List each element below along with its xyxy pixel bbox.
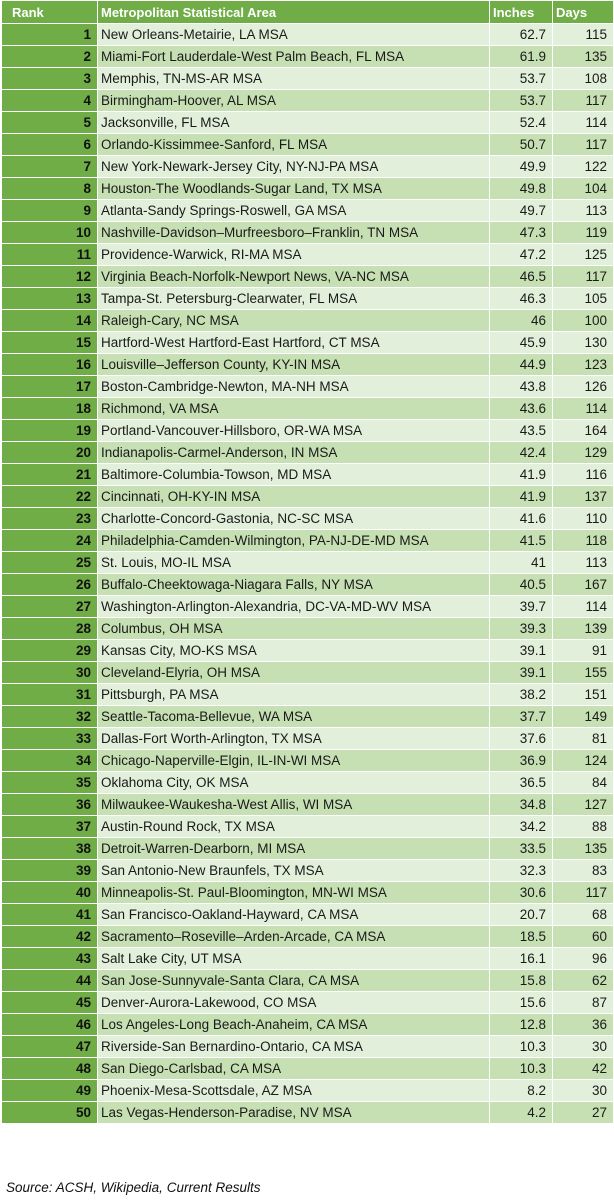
msa-cell: New York-Newark-Jersey City, NY-NJ-PA MSA (98, 156, 490, 178)
table-row (2, 882, 614, 904)
inches-cell: 36.9 (490, 750, 553, 772)
table-row (2, 816, 614, 838)
rank-cell: 16 (2, 354, 98, 376)
msa-cell: Richmond, VA MSA (98, 398, 490, 420)
table-row (2, 200, 614, 222)
inches-cell: 15.6 (490, 992, 553, 1014)
msa-cell: Denver-Aurora-Lakewood, CO MSA (98, 992, 490, 1014)
rank-cell: 22 (2, 486, 98, 508)
rank-cell: 8 (2, 178, 98, 200)
rank-cell: 40 (2, 882, 98, 904)
msa-cell: San Jose-Sunnyvale-Santa Clara, CA MSA (98, 970, 490, 992)
rank-cell: 15 (2, 332, 98, 354)
days-cell: 104 (553, 178, 614, 200)
inches-cell: 43.6 (490, 398, 553, 420)
rank-cell: 9 (2, 200, 98, 222)
days-cell: 126 (553, 376, 614, 398)
rank-cell: 1 (2, 24, 98, 46)
rank-cell: 27 (2, 596, 98, 618)
days-cell: 108 (553, 68, 614, 90)
table-row (2, 728, 614, 750)
inches-cell: 36.5 (490, 772, 553, 794)
days-cell: 113 (553, 200, 614, 222)
msa-cell: Pittsburgh, PA MSA (98, 684, 490, 706)
msa-cell: Portland-Vancouver-Hillsboro, OR-WA MSA (98, 420, 490, 442)
msa-cell: Kansas City, MO-KS MSA (98, 640, 490, 662)
msa-cell: Milwaukee-Waukesha-West Allis, WI MSA (98, 794, 490, 816)
inches-cell: 4.2 (490, 1102, 553, 1124)
msa-cell: Nashville-Davidson–Murfreesboro–Franklin, TN MSA (98, 222, 490, 244)
msa-cell: Jacksonville, FL MSA (98, 112, 490, 134)
days-cell: 139 (553, 618, 614, 640)
msa-cell: Houston-The Woodlands-Sugar Land, TX MSA (98, 178, 490, 200)
inches-cell: 43.8 (490, 376, 553, 398)
days-cell: 167 (553, 574, 614, 596)
source-note: Source: ACSH, Wikipedia, Current Results (6, 1180, 261, 1195)
rank-cell: 35 (2, 772, 98, 794)
rank-cell: 50 (2, 1102, 98, 1124)
rank-cell: 28 (2, 618, 98, 640)
table-row (2, 530, 614, 552)
table-row (2, 992, 614, 1014)
days-header: Days (553, 1, 614, 24)
rank-cell: 33 (2, 728, 98, 750)
rank-cell: 37 (2, 816, 98, 838)
inches-cell: 39.7 (490, 596, 553, 618)
rank-cell: 48 (2, 1058, 98, 1080)
inches-cell: 53.7 (490, 68, 553, 90)
inches-cell: 46.3 (490, 288, 553, 310)
inches-cell: 34.8 (490, 794, 553, 816)
msa-cell: St. Louis, MO-IL MSA (98, 552, 490, 574)
table-row (2, 376, 614, 398)
inches-cell: 37.7 (490, 706, 553, 728)
table-row (2, 420, 614, 442)
inches-cell: 37.6 (490, 728, 553, 750)
days-cell: 137 (553, 486, 614, 508)
days-cell: 60 (553, 926, 614, 948)
table-row (2, 90, 614, 112)
msa-cell: San Antonio-New Braunfels, TX MSA (98, 860, 490, 882)
msa-cell: Memphis, TN-MS-AR MSA (98, 68, 490, 90)
rank-cell: 11 (2, 244, 98, 266)
days-cell: 135 (553, 46, 614, 68)
table-row (2, 1014, 614, 1036)
inches-cell: 12.8 (490, 1014, 553, 1036)
rank-cell: 5 (2, 112, 98, 134)
table-row (2, 750, 614, 772)
inches-cell: 49.9 (490, 156, 553, 178)
days-cell: 84 (553, 772, 614, 794)
days-cell: 91 (553, 640, 614, 662)
table-row (2, 1058, 614, 1080)
inches-cell: 43.5 (490, 420, 553, 442)
table-row (2, 1080, 614, 1102)
rank-cell: 42 (2, 926, 98, 948)
msa-cell: Philadelphia-Camden-Wilmington, PA-NJ-DE-MD MSA (98, 530, 490, 552)
rank-cell: 12 (2, 266, 98, 288)
inches-cell: 44.9 (490, 354, 553, 376)
days-cell: 105 (553, 288, 614, 310)
rank-cell: 30 (2, 662, 98, 684)
msa-cell: Sacramento–Roseville–Arden-Arcade, CA MSA (98, 926, 490, 948)
days-cell: 88 (553, 816, 614, 838)
days-cell: 42 (553, 1058, 614, 1080)
msa-cell: Virginia Beach-Norfolk-Newport News, VA-NC MSA (98, 266, 490, 288)
rank-cell: 23 (2, 508, 98, 530)
rank-cell: 34 (2, 750, 98, 772)
days-cell: 130 (553, 332, 614, 354)
table-row (2, 68, 614, 90)
table-row (2, 904, 614, 926)
msa-cell: Louisville–Jefferson County, KY-IN MSA (98, 354, 490, 376)
rank-cell: 24 (2, 530, 98, 552)
msa-cell: Indianapolis-Carmel-Anderson, IN MSA (98, 442, 490, 464)
table-row (2, 794, 614, 816)
table-row (2, 398, 614, 420)
inches-cell: 46 (490, 310, 553, 332)
inches-cell: 34.2 (490, 816, 553, 838)
msa-cell: Salt Lake City, UT MSA (98, 948, 490, 970)
inches-cell: 47.3 (490, 222, 553, 244)
table-row (2, 574, 614, 596)
table-row (2, 288, 614, 310)
table-row (2, 134, 614, 156)
rank-cell: 45 (2, 992, 98, 1014)
inches-cell: 41 (490, 552, 553, 574)
days-cell: 62 (553, 970, 614, 992)
msa-cell: Hartford-West Hartford-East Hartford, CT MSA (98, 332, 490, 354)
days-cell: 30 (553, 1036, 614, 1058)
msa-cell: Oklahoma City, OK MSA (98, 772, 490, 794)
days-cell: 124 (553, 750, 614, 772)
rank-cell: 41 (2, 904, 98, 926)
table-row (2, 24, 614, 46)
rank-cell: 4 (2, 90, 98, 112)
days-cell: 114 (553, 398, 614, 420)
msa-cell: Detroit-Warren-Dearborn, MI MSA (98, 838, 490, 860)
inches-cell: 16.1 (490, 948, 553, 970)
rank-cell: 14 (2, 310, 98, 332)
days-cell: 115 (553, 24, 614, 46)
inches-cell: 47.2 (490, 244, 553, 266)
table-row (2, 706, 614, 728)
table-row (2, 772, 614, 794)
days-cell: 127 (553, 794, 614, 816)
table-row (2, 332, 614, 354)
msa-cell: Cincinnati, OH-KY-IN MSA (98, 486, 490, 508)
table-row (2, 112, 614, 134)
days-cell: 96 (553, 948, 614, 970)
days-cell: 125 (553, 244, 614, 266)
msa-cell: Los Angeles-Long Beach-Anaheim, CA MSA (98, 1014, 490, 1036)
msa-cell: Columbus, OH MSA (98, 618, 490, 640)
rank-cell: 29 (2, 640, 98, 662)
msa-cell: Charlotte-Concord-Gastonia, NC-SC MSA (98, 508, 490, 530)
days-cell: 155 (553, 662, 614, 684)
days-cell: 119 (553, 222, 614, 244)
rank-cell: 2 (2, 46, 98, 68)
table-row (2, 552, 614, 574)
days-cell: 113 (553, 552, 614, 574)
rank-cell: 18 (2, 398, 98, 420)
inches-cell: 41.6 (490, 508, 553, 530)
inches-cell: 15.8 (490, 970, 553, 992)
inches-cell: 8.2 (490, 1080, 553, 1102)
rank-cell: 25 (2, 552, 98, 574)
msa-cell: Raleigh-Cary, NC MSA (98, 310, 490, 332)
inches-cell: 32.3 (490, 860, 553, 882)
rank-cell: 36 (2, 794, 98, 816)
msa-header: Metropolitan Statistical Area (98, 1, 490, 24)
days-cell: 149 (553, 706, 614, 728)
table-row (2, 1102, 614, 1124)
msa-cell: Las Vegas-Henderson-Paradise, NV MSA (98, 1102, 490, 1124)
msa-cell: Phoenix-Mesa-Scottsdale, AZ MSA (98, 1080, 490, 1102)
inches-cell: 49.7 (490, 200, 553, 222)
rank-cell: 7 (2, 156, 98, 178)
days-cell: 27 (553, 1102, 614, 1124)
table-row (2, 354, 614, 376)
days-cell: 116 (553, 464, 614, 486)
inches-cell: 42.4 (490, 442, 553, 464)
inches-cell: 41.5 (490, 530, 553, 552)
table-row (2, 222, 614, 244)
inches-cell: 61.9 (490, 46, 553, 68)
rank-cell: 17 (2, 376, 98, 398)
days-cell: 114 (553, 596, 614, 618)
msa-cell: Atlanta-Sandy Springs-Roswell, GA MSA (98, 200, 490, 222)
rank-cell: 49 (2, 1080, 98, 1102)
msa-cell: Chicago-Naperville-Elgin, IL-IN-WI MSA (98, 750, 490, 772)
inches-cell: 53.7 (490, 90, 553, 112)
rank-cell: 44 (2, 970, 98, 992)
days-cell: 118 (553, 530, 614, 552)
rank-cell: 46 (2, 1014, 98, 1036)
table-row (2, 970, 614, 992)
table-row (2, 178, 614, 200)
inches-cell: 38.2 (490, 684, 553, 706)
inches-cell: 52.4 (490, 112, 553, 134)
days-cell: 122 (553, 156, 614, 178)
rank-cell: 21 (2, 464, 98, 486)
days-cell: 123 (553, 354, 614, 376)
table-row (2, 508, 614, 530)
inches-cell: 46.5 (490, 266, 553, 288)
days-cell: 81 (553, 728, 614, 750)
msa-cell: Seattle-Tacoma-Bellevue, WA MSA (98, 706, 490, 728)
inches-cell: 62.7 (490, 24, 553, 46)
msa-cell: Providence-Warwick, RI-MA MSA (98, 244, 490, 266)
days-cell: 30 (553, 1080, 614, 1102)
inches-header: Inches (490, 1, 553, 24)
inches-cell: 20.7 (490, 904, 553, 926)
msa-cell: Washington-Arlington-Alexandria, DC-VA-MD-WV MSA (98, 596, 490, 618)
days-cell: 87 (553, 992, 614, 1014)
msa-cell: Cleveland-Elyria, OH MSA (98, 662, 490, 684)
msa-cell: San Francisco-Oakland-Hayward, CA MSA (98, 904, 490, 926)
days-cell: 151 (553, 684, 614, 706)
days-cell: 117 (553, 266, 614, 288)
rank-header: Rank (2, 1, 98, 24)
inches-cell: 18.5 (490, 926, 553, 948)
rank-cell: 38 (2, 838, 98, 860)
inches-cell: 40.5 (490, 574, 553, 596)
inches-cell: 39.3 (490, 618, 553, 640)
days-cell: 110 (553, 508, 614, 530)
inches-cell: 41.9 (490, 486, 553, 508)
days-cell: 117 (553, 90, 614, 112)
inches-cell: 41.9 (490, 464, 553, 486)
days-cell: 135 (553, 838, 614, 860)
inches-cell: 10.3 (490, 1036, 553, 1058)
table-row (2, 310, 614, 332)
table-row (2, 244, 614, 266)
table-row (2, 860, 614, 882)
table-row (2, 1036, 614, 1058)
days-cell: 129 (553, 442, 614, 464)
msa-cell: Baltimore-Columbia-Towson, MD MSA (98, 464, 490, 486)
rank-cell: 32 (2, 706, 98, 728)
table-row (2, 640, 614, 662)
msa-cell: Miami-Fort Lauderdale-West Palm Beach, FL MSA (98, 46, 490, 68)
days-cell: 117 (553, 134, 614, 156)
rank-cell: 20 (2, 442, 98, 464)
inches-cell: 10.3 (490, 1058, 553, 1080)
msa-cell: Orlando-Kissimmee-Sanford, FL MSA (98, 134, 490, 156)
table-row (2, 684, 614, 706)
rank-cell: 47 (2, 1036, 98, 1058)
inches-cell: 49.8 (490, 178, 553, 200)
rank-cell: 3 (2, 68, 98, 90)
table-row (2, 838, 614, 860)
rank-cell: 43 (2, 948, 98, 970)
table-body (2, 24, 614, 1124)
table-row (2, 442, 614, 464)
rank-cell: 31 (2, 684, 98, 706)
days-cell: 68 (553, 904, 614, 926)
table-row (2, 156, 614, 178)
msa-cell: Birmingham-Hoover, AL MSA (98, 90, 490, 112)
days-cell: 100 (553, 310, 614, 332)
table-row (2, 266, 614, 288)
inches-cell: 33.5 (490, 838, 553, 860)
rank-cell: 13 (2, 288, 98, 310)
table-row (2, 464, 614, 486)
table-row (2, 46, 614, 68)
inches-cell: 30.6 (490, 882, 553, 904)
inches-cell: 39.1 (490, 662, 553, 684)
inches-cell: 39.1 (490, 640, 553, 662)
table-row (2, 618, 614, 640)
rank-cell: 19 (2, 420, 98, 442)
days-cell: 83 (553, 860, 614, 882)
rainfall-table (1, 0, 614, 1124)
msa-cell: Austin-Round Rock, TX MSA (98, 816, 490, 838)
rank-cell: 10 (2, 222, 98, 244)
msa-cell: New Orleans-Metairie, LA MSA (98, 24, 490, 46)
table-row (2, 596, 614, 618)
table-row (2, 486, 614, 508)
days-cell: 164 (553, 420, 614, 442)
msa-cell: Minneapolis-St. Paul-Bloomington, MN-WI MSA (98, 882, 490, 904)
inches-cell: 50.7 (490, 134, 553, 156)
msa-cell: Riverside-San Bernardino-Ontario, CA MSA (98, 1036, 490, 1058)
msa-cell: Boston-Cambridge-Newton, MA-NH MSA (98, 376, 490, 398)
msa-cell: Buffalo-Cheektowaga-Niagara Falls, NY MSA (98, 574, 490, 596)
rank-cell: 39 (2, 860, 98, 882)
table-row (2, 926, 614, 948)
inches-cell: 45.9 (490, 332, 553, 354)
rank-cell: 6 (2, 134, 98, 156)
msa-cell: San Diego-Carlsbad, CA MSA (98, 1058, 490, 1080)
days-cell: 114 (553, 112, 614, 134)
table-row (2, 662, 614, 684)
days-cell: 36 (553, 1014, 614, 1036)
days-cell: 117 (553, 882, 614, 904)
rank-cell: 26 (2, 574, 98, 596)
msa-cell: Dallas-Fort Worth-Arlington, TX MSA (98, 728, 490, 750)
table-row (2, 948, 614, 970)
header-row (2, 1, 614, 24)
msa-cell: Tampa-St. Petersburg-Clearwater, FL MSA (98, 288, 490, 310)
